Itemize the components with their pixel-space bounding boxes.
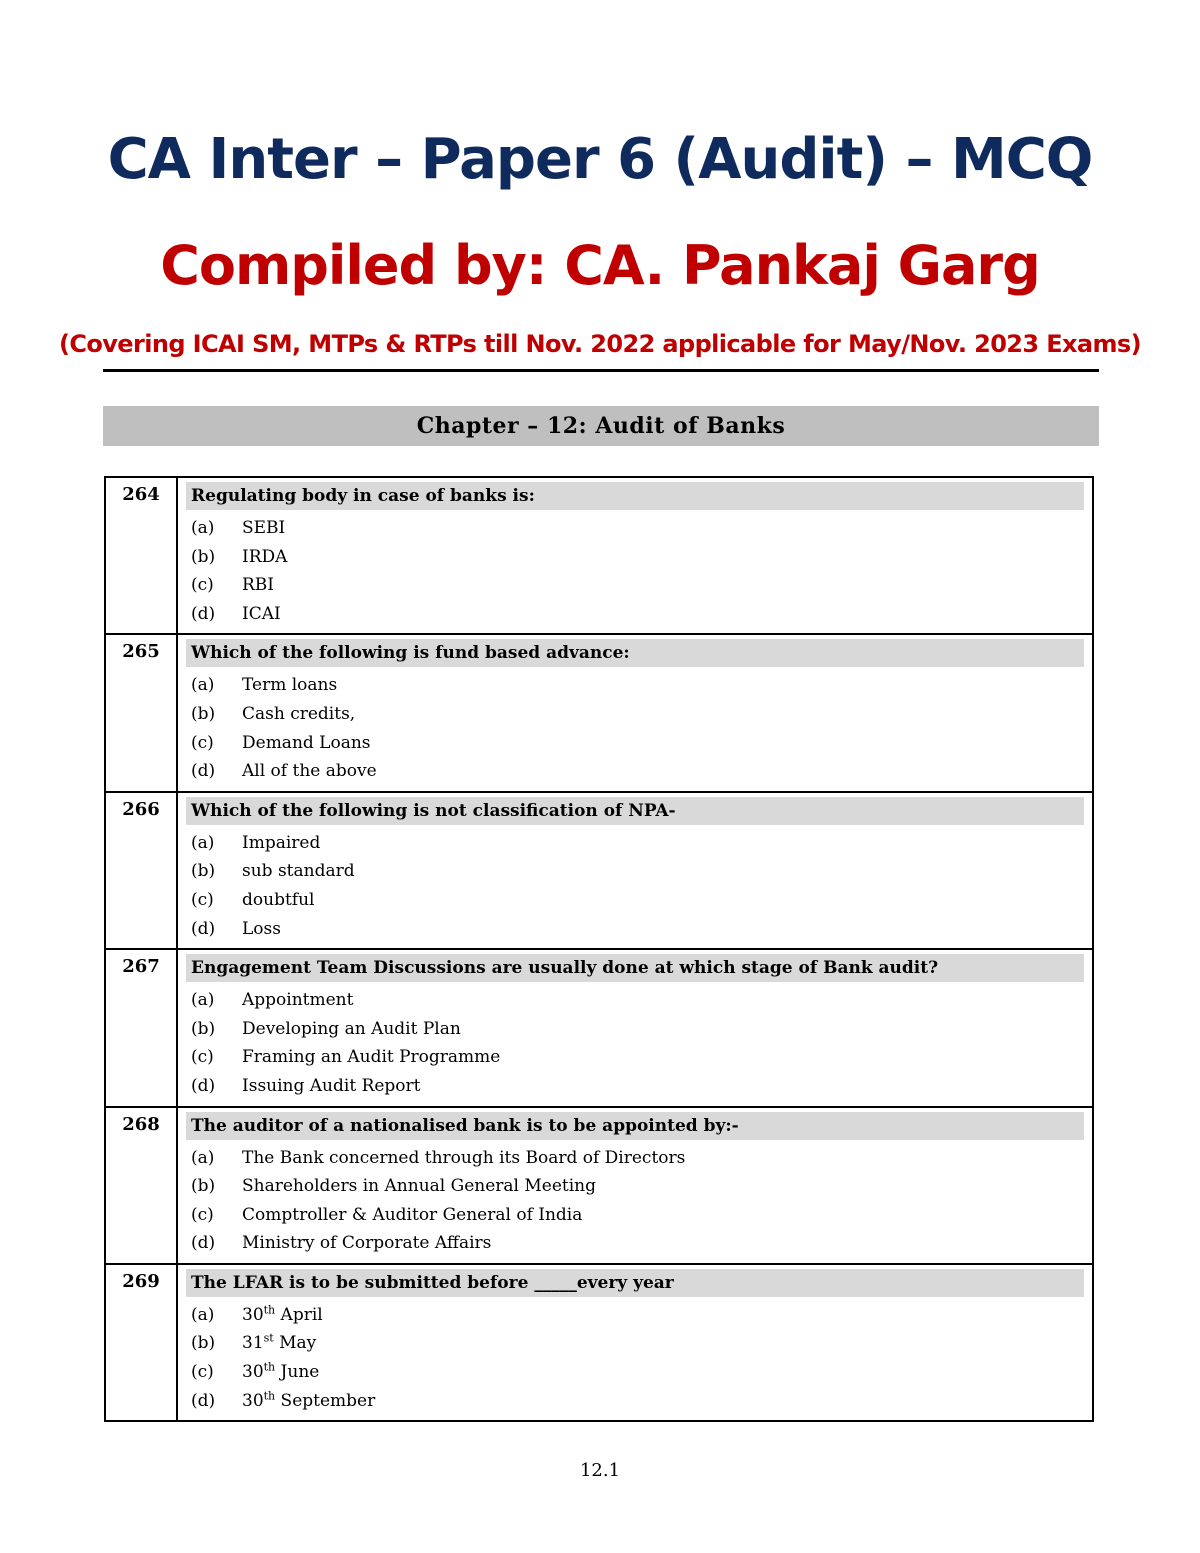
option-label: (a) <box>191 1304 215 1325</box>
answer-option <box>186 1201 1084 1230</box>
option-text-main: Developing an Audit Plan <box>242 1018 461 1039</box>
answer-option <box>186 1229 1084 1258</box>
option-label: (b) <box>191 546 216 567</box>
option-text-main: The Bank concerned through its Board of Directors <box>242 1147 686 1168</box>
option-text <box>242 700 355 729</box>
option-label: (a) <box>191 675 215 696</box>
option-text <box>242 829 320 858</box>
option-text-main: ICAI <box>242 603 281 624</box>
question-number: 264 <box>105 477 177 634</box>
page-number: 12.1 <box>579 1460 621 1481</box>
question-row <box>105 792 1093 949</box>
option-text-main: 30 <box>242 1362 264 1383</box>
question-number: 267 <box>105 949 177 1106</box>
option-text-month: June <box>275 1362 320 1383</box>
answer-option <box>186 886 1084 915</box>
question-text: Which of the following is fund based advance: <box>186 639 1084 667</box>
answer-option <box>186 757 1084 786</box>
option-text <box>242 986 353 1015</box>
coverage-note: (Covering ICAI SM, MTPs & RTPs till Nov. 2022 applicable for May/Nov. 2023 Exams) <box>58 330 1141 358</box>
option-text <box>242 757 377 786</box>
option-label: (d) <box>191 1390 216 1411</box>
option-text-main: Impaired <box>242 832 321 853</box>
question-body <box>177 634 1093 791</box>
option-text <box>242 514 285 543</box>
option-text <box>242 1015 461 1044</box>
ordinal-suffix: th <box>263 1360 276 1374</box>
option-text <box>242 1301 323 1330</box>
answer-option <box>186 1072 1084 1101</box>
document-title: CA Inter – Paper 6 (Audit) – MCQ <box>107 127 1093 192</box>
answer-option <box>186 1301 1084 1330</box>
answer-option <box>186 1144 1084 1173</box>
option-text-main: Ministry of Corporate Affairs <box>242 1233 492 1254</box>
mcq-table <box>104 476 1094 1422</box>
answer-option <box>186 671 1084 700</box>
question-number: 266 <box>105 792 177 949</box>
ordinal-suffix: th <box>263 1303 276 1317</box>
question-body <box>177 1107 1093 1264</box>
question-row <box>105 949 1093 1106</box>
option-label: (d) <box>191 1075 216 1096</box>
option-label: (a) <box>191 518 215 538</box>
option-text-main: Loss <box>242 918 281 939</box>
option-text <box>242 1229 491 1258</box>
option-text <box>242 1172 596 1201</box>
option-label: (a) <box>191 990 215 1011</box>
option-label: (b) <box>191 1333 216 1354</box>
option-text-main: Appointment <box>242 990 354 1011</box>
question-number: 268 <box>105 1107 177 1264</box>
option-text <box>242 571 274 600</box>
option-label: (b) <box>191 1176 216 1197</box>
option-label: (c) <box>191 1362 214 1383</box>
option-text-main: IRDA <box>242 546 288 567</box>
option-text <box>242 1358 319 1387</box>
question-text: Which of the following is not classification of NPA- <box>186 797 1084 825</box>
answer-option <box>186 915 1084 944</box>
answer-option <box>186 514 1084 543</box>
option-text <box>242 886 314 915</box>
answer-option <box>186 543 1084 572</box>
option-text-main: 30 <box>242 1304 264 1325</box>
option-text <box>242 1387 375 1416</box>
option-label: (c) <box>191 732 214 753</box>
option-text-main: Issuing Audit Report <box>242 1075 421 1096</box>
option-text-main: RBI <box>242 575 275 596</box>
option-text-month: September <box>275 1390 376 1411</box>
option-text <box>242 671 337 700</box>
question-text: The auditor of a nationalised bank is to be appointed by:- <box>186 1112 1084 1140</box>
option-label: (c) <box>191 1204 214 1225</box>
option-text-main: doubtful <box>242 889 315 910</box>
option-label: (d) <box>191 603 216 624</box>
option-label: (c) <box>191 575 214 596</box>
option-label: (c) <box>191 889 214 910</box>
option-text-main: Shareholders in Annual General Meeting <box>242 1176 597 1197</box>
answer-option <box>186 571 1084 600</box>
option-text-main: Cash credits, <box>242 703 356 724</box>
answer-option <box>186 729 1084 758</box>
answer-option <box>186 1387 1084 1416</box>
option-label: (b) <box>191 861 216 882</box>
option-text <box>242 1144 685 1173</box>
option-text-main: SEBI <box>242 518 286 538</box>
answer-option <box>186 1015 1084 1044</box>
answer-option <box>186 1358 1084 1387</box>
question-text: Regulating body in case of banks is: <box>186 482 1084 510</box>
option-text <box>242 1072 421 1101</box>
answer-option <box>186 986 1084 1015</box>
option-label: (c) <box>191 1047 214 1068</box>
option-text-main: 30 <box>242 1390 264 1411</box>
option-text <box>242 543 287 572</box>
question-body <box>177 949 1093 1106</box>
option-text-main: Term loans <box>242 675 338 696</box>
option-text <box>242 1201 582 1230</box>
question-text: Engagement Team Discussions are usually done at which stage of Bank audit? <box>186 954 1084 982</box>
option-label: (d) <box>191 918 216 939</box>
question-row <box>105 634 1093 791</box>
question-row <box>105 477 1093 634</box>
question-body <box>177 792 1093 949</box>
question-row <box>105 1107 1093 1264</box>
option-text <box>242 729 371 758</box>
header-divider <box>103 369 1099 372</box>
answer-option <box>186 600 1084 629</box>
option-text-main: sub standard <box>242 861 355 882</box>
option-text-main: 31 <box>242 1333 264 1354</box>
answer-option <box>186 700 1084 729</box>
question-text: The LFAR is to be submitted before _____every year <box>186 1269 1084 1297</box>
option-text-main: Demand Loans <box>242 732 371 753</box>
option-label: (d) <box>191 1233 216 1254</box>
option-text <box>242 857 355 886</box>
ordinal-suffix: th <box>263 1389 276 1402</box>
option-label: (b) <box>191 703 216 724</box>
option-text-main: Comptroller & Auditor General of India <box>242 1204 583 1225</box>
option-label: (d) <box>191 761 216 782</box>
answer-option <box>186 1043 1084 1072</box>
answer-option <box>186 829 1084 858</box>
option-label: (a) <box>191 832 215 853</box>
question-body <box>177 1264 1093 1421</box>
chapter-heading: Chapter – 12: Audit of Banks <box>103 406 1099 446</box>
question-number: 265 <box>105 634 177 791</box>
option-text-month: April <box>275 1304 323 1325</box>
ordinal-suffix: st <box>263 1331 274 1345</box>
question-body <box>177 477 1093 634</box>
answer-option <box>186 1172 1084 1201</box>
question-number: 269 <box>105 1264 177 1421</box>
option-text <box>242 915 281 944</box>
compiler-line: Compiled by: CA. Pankaj Garg <box>160 234 1040 297</box>
option-text <box>242 1043 500 1072</box>
option-text-main: Framing an Audit Programme <box>242 1047 501 1068</box>
option-label: (a) <box>191 1147 215 1168</box>
option-text-main: All of the above <box>242 761 377 782</box>
answer-option <box>186 857 1084 886</box>
option-text-month: May <box>273 1333 317 1354</box>
option-text <box>242 1329 316 1358</box>
question-row <box>105 1264 1093 1421</box>
option-label: (b) <box>191 1018 216 1039</box>
option-text <box>242 600 281 629</box>
answer-option <box>186 1329 1084 1358</box>
